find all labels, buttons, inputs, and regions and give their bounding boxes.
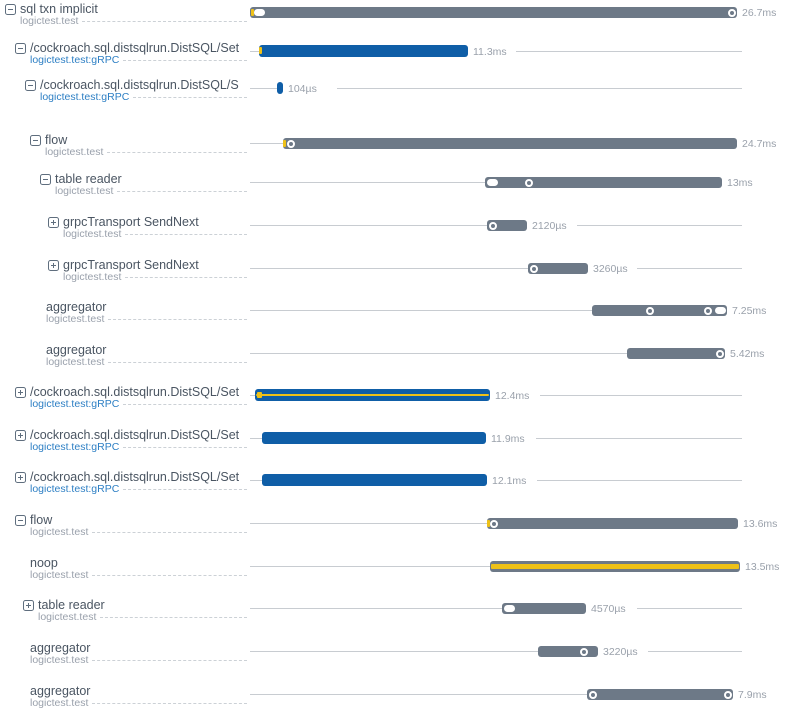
trace-row [0, 259, 786, 285]
highlight-stripe [256, 394, 489, 397]
collapse-icon[interactable] [25, 80, 36, 91]
span-name[interactable]: table reader [55, 173, 122, 186]
span-subtitle: logictest.test [30, 697, 89, 709]
trace-row [0, 42, 786, 68]
span-duration: 7.9ms [738, 688, 767, 701]
timeline-line [250, 51, 259, 52]
log-marker-ring[interactable] [646, 307, 654, 315]
span-name[interactable]: /cockroach.sql.distsqlrun.DistSQL/Set [30, 386, 240, 399]
trace-row [0, 514, 786, 540]
span-duration: 104µs [288, 82, 317, 95]
span-timeline [250, 685, 786, 711]
span-bar[interactable] [259, 45, 468, 57]
trace-row [0, 429, 786, 455]
timeline-line [250, 143, 283, 144]
span-subtitle: logictest.test:gRPC [30, 441, 120, 453]
log-marker-pill[interactable] [254, 9, 265, 16]
leader-dashes [92, 575, 247, 576]
span-timeline [250, 344, 786, 370]
span-duration: 11.3ms [473, 45, 507, 58]
leader-dashes [123, 404, 247, 405]
span-label [0, 134, 250, 160]
span-bar[interactable] [528, 263, 588, 274]
timeline-line [250, 566, 490, 567]
collapse-icon[interactable] [5, 4, 16, 15]
trace-row [0, 216, 786, 242]
span-subtitle: logictest.test:gRPC [40, 91, 130, 103]
trace-row [0, 301, 786, 327]
span-name[interactable]: /cockroach.sql.distsqlrun.DistSQL/Set [30, 471, 240, 484]
timeline-line [637, 268, 742, 269]
trace-row [0, 173, 786, 199]
timeline-line [250, 88, 277, 89]
span-name[interactable]: aggregator [46, 301, 107, 314]
span-name[interactable]: sql txn implicit [20, 3, 98, 16]
leader-dashes [100, 617, 247, 618]
span-timeline [250, 173, 786, 199]
expand-icon[interactable] [48, 260, 59, 271]
span-duration: 2120µs [532, 219, 567, 232]
span-bar[interactable] [277, 82, 283, 94]
timeline-line [637, 608, 742, 609]
log-marker-pill[interactable] [715, 307, 726, 314]
span-subtitle: logictest.test [38, 611, 97, 623]
span-label [0, 3, 250, 29]
span-name[interactable]: grpcTransport SendNext [63, 259, 199, 272]
timeline-line [250, 182, 485, 183]
span-name[interactable]: flow [45, 134, 68, 147]
span-bar[interactable] [487, 220, 527, 231]
span-bar[interactable] [283, 138, 737, 149]
span-subtitle: logictest.test [30, 526, 89, 538]
expand-icon[interactable] [15, 430, 26, 441]
timeline-line [250, 310, 592, 311]
span-duration: 26.7ms [742, 6, 777, 19]
highlight-stripe [491, 564, 739, 569]
span-timeline [250, 642, 786, 668]
span-bar[interactable] [262, 432, 486, 444]
span-label [0, 386, 250, 412]
span-duration: 13ms [727, 176, 753, 189]
span-timeline [250, 79, 786, 105]
log-marker-ring[interactable] [490, 520, 498, 528]
span-label [0, 42, 250, 68]
leader-dashes [108, 319, 247, 320]
span-duration: 12.4ms [495, 389, 530, 402]
log-marker-ysquare[interactable] [257, 392, 262, 398]
span-bar[interactable] [262, 474, 487, 486]
span-label [0, 557, 250, 583]
log-marker-ring[interactable] [724, 691, 732, 699]
span-timeline [250, 42, 786, 68]
leader-dashes [108, 362, 247, 363]
span-timeline [250, 429, 786, 455]
log-marker-ring[interactable] [525, 179, 533, 187]
span-label [0, 216, 250, 242]
collapse-icon[interactable] [15, 43, 26, 54]
timeline-line [250, 694, 587, 695]
span-timeline [250, 514, 786, 540]
span-name[interactable]: aggregator [46, 344, 107, 357]
span-name[interactable]: flow [30, 514, 53, 527]
span-bar[interactable] [490, 561, 740, 572]
span-duration: 24.7ms [742, 137, 777, 150]
collapse-icon[interactable] [40, 174, 51, 185]
span-label [0, 259, 250, 285]
expand-icon[interactable] [15, 387, 26, 398]
span-bar[interactable] [592, 305, 727, 316]
timeline-line [540, 395, 742, 396]
log-marker-ring[interactable] [530, 265, 538, 273]
span-subtitle: logictest.test [45, 146, 104, 158]
span-label [0, 344, 250, 370]
expand-icon[interactable] [23, 600, 34, 611]
trace-row [0, 685, 786, 711]
span-timeline [250, 3, 786, 29]
leader-dashes [125, 234, 247, 235]
span-name[interactable]: grpcTransport SendNext [63, 216, 199, 229]
timeline-line [250, 608, 502, 609]
span-name[interactable]: /cockroach.sql.distsqlrun.DistSQL/Set [30, 429, 240, 442]
span-name[interactable]: aggregator [30, 685, 91, 698]
span-duration: 13.5ms [745, 560, 780, 573]
leader-dashes [92, 703, 247, 704]
span-subtitle: logictest.test [30, 569, 89, 581]
timeline-line [648, 651, 742, 652]
log-marker-ring[interactable] [704, 307, 712, 315]
span-timeline [250, 216, 786, 242]
log-marker-ring[interactable] [728, 9, 736, 17]
timeline-line [516, 51, 742, 52]
timeline-line [250, 480, 262, 481]
leader-dashes [123, 489, 247, 490]
span-timeline [250, 599, 786, 625]
span-bar[interactable] [487, 518, 738, 529]
timeline-line [250, 438, 262, 439]
span-duration: 5.42ms [730, 347, 765, 360]
span-bar[interactable] [502, 603, 586, 614]
span-bar[interactable] [485, 177, 722, 188]
log-marker-ring[interactable] [716, 350, 724, 358]
trace-row [0, 471, 786, 497]
span-bar[interactable] [538, 646, 598, 657]
span-name[interactable]: /cockroach.sql.distsqlrun.DistSQL/S [40, 79, 239, 92]
timeline-line [337, 88, 742, 89]
span-timeline [250, 259, 786, 285]
span-name[interactable]: /cockroach.sql.distsqlrun.DistSQL/Set [30, 42, 240, 55]
log-marker-ytick[interactable] [259, 47, 262, 54]
span-label [0, 685, 250, 711]
span-timeline [250, 557, 786, 583]
span-timeline [250, 301, 786, 327]
log-marker-ring[interactable] [287, 140, 295, 148]
span-bar[interactable] [255, 389, 490, 401]
trace-row [0, 386, 786, 412]
span-label [0, 514, 250, 540]
trace-row [0, 642, 786, 668]
span-duration: 11.9ms [491, 432, 525, 445]
timeline-line [536, 438, 742, 439]
leader-dashes [92, 532, 247, 533]
trace-row [0, 3, 786, 29]
trace-row [0, 557, 786, 583]
log-marker-ring[interactable] [580, 648, 588, 656]
span-name[interactable]: aggregator [30, 642, 91, 655]
span-label [0, 642, 250, 668]
timeline-line [250, 523, 487, 524]
leader-dashes [125, 277, 247, 278]
log-marker-ytick[interactable] [283, 140, 286, 147]
leader-dashes [123, 447, 247, 448]
leader-dashes [107, 152, 247, 153]
span-subtitle: logictest.test:gRPC [30, 398, 120, 410]
span-subtitle: logictest.test:gRPC [30, 54, 120, 66]
span-label [0, 599, 250, 625]
trace-row [0, 134, 786, 160]
span-duration: 13.6ms [743, 517, 778, 530]
span-duration: 12.1ms [492, 474, 527, 487]
span-label [0, 301, 250, 327]
span-duration: 7.25ms [732, 304, 767, 317]
log-marker-pill[interactable] [487, 179, 498, 186]
leader-dashes [92, 660, 247, 661]
timeline-line [537, 480, 742, 481]
span-duration: 3220µs [603, 645, 638, 658]
trace-row [0, 344, 786, 370]
span-label [0, 173, 250, 199]
span-bar[interactable] [250, 7, 737, 18]
span-label [0, 79, 250, 105]
leader-dashes [123, 60, 247, 61]
span-bar[interactable] [587, 689, 733, 700]
leader-dashes [117, 191, 247, 192]
timeline-line [250, 353, 627, 354]
timeline-line [250, 651, 538, 652]
span-label [0, 429, 250, 455]
collapse-icon[interactable] [30, 135, 41, 146]
span-bar[interactable] [627, 348, 725, 359]
span-timeline [250, 386, 786, 412]
log-marker-pill[interactable] [504, 605, 515, 612]
span-name[interactable]: table reader [38, 599, 105, 612]
timeline-line [250, 225, 487, 226]
log-marker-ring[interactable] [589, 691, 597, 699]
timeline-line [577, 225, 742, 226]
span-subtitle: logictest.test [30, 654, 89, 666]
leader-dashes [82, 21, 247, 22]
span-subtitle: logictest.test [55, 185, 114, 197]
span-subtitle: logictest.test:gRPC [30, 483, 120, 495]
span-timeline [250, 471, 786, 497]
span-subtitle: logictest.test [46, 313, 105, 325]
span-label [0, 471, 250, 497]
span-name[interactable]: noop [30, 557, 58, 570]
span-subtitle: logictest.test [46, 356, 105, 368]
collapse-icon[interactable] [15, 515, 26, 526]
span-subtitle: logictest.test [20, 15, 79, 27]
timeline-line [250, 268, 528, 269]
trace-row [0, 599, 786, 625]
span-subtitle: logictest.test [63, 228, 122, 240]
log-marker-ring[interactable] [489, 222, 497, 230]
trace-row [0, 79, 786, 105]
leader-dashes [133, 97, 247, 98]
span-timeline [250, 134, 786, 160]
span-duration: 4570µs [591, 602, 626, 615]
span-subtitle: logictest.test [63, 271, 122, 283]
expand-icon[interactable] [48, 217, 59, 228]
expand-icon[interactable] [15, 472, 26, 483]
span-duration: 3260µs [593, 262, 628, 275]
